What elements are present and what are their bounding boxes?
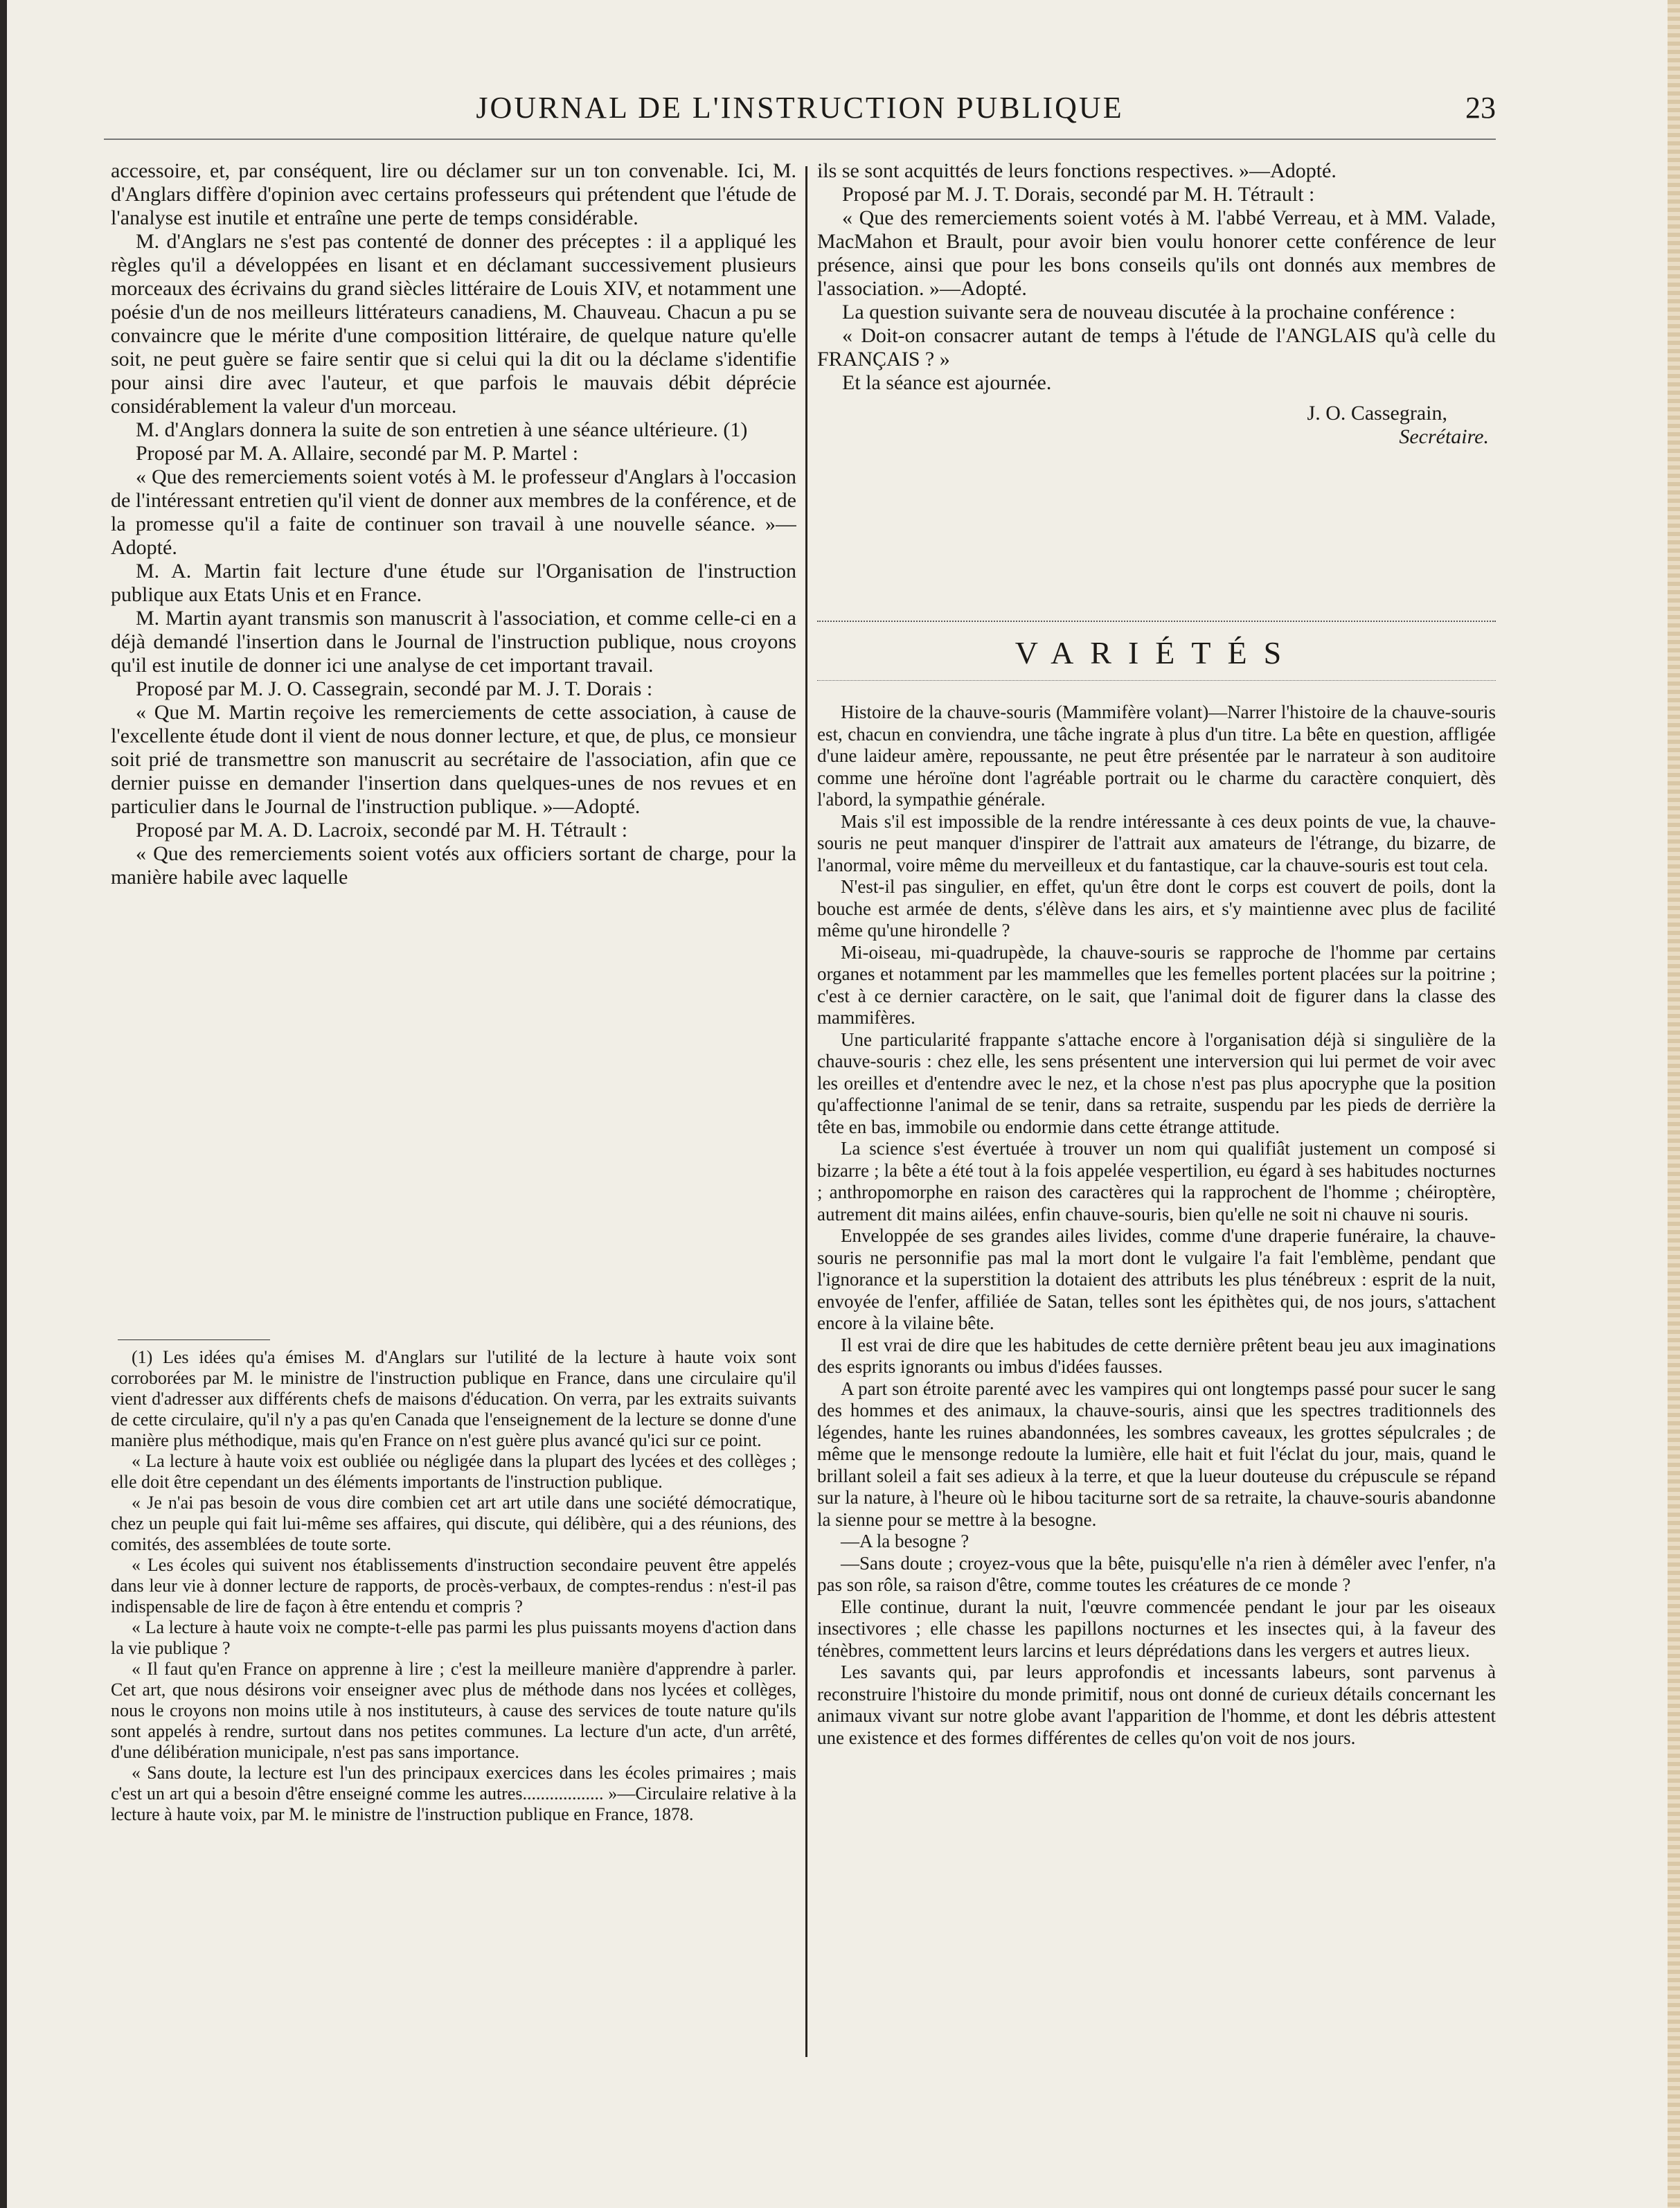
left-column [111,159,796,2040]
paragraph: Une particularité frappante s'attache encore à l'organisation déjà si singulière de la chauve-souris : chez elle, les sens présentent une interversion qui lui permet de voir avec les oreilles et d'entendre avec le nez, et la chose n'est pas plus apocryphe que la position qu'affectionne l'animal de se tenir, dans sa retraite, suspendu par les pieds de derrière la tête en bas, immobile ou endormie dans cette étrange attitude. [817,1029,1496,1137]
header-rule [104,139,1496,140]
page-number: 23 [1465,91,1496,125]
paragraph: Proposé par M. A. D. Lacroix, secondé par M. H. Tétrault : [136,819,628,842]
paragraph: N'est-il pas singulier, en effet, qu'un être dont le corps est couvert de poils, dont la bouche est armée de dents, s'élève dans les airs, et s'y maintienne avec plus de facilité même qu'une hirondelle ? [817,876,1496,941]
signature-block [817,402,1496,449]
paragraph: —A la besogne ? [841,1531,969,1551]
paragraph: M. A. Martin fait lecture d'une étude sur l'Organisation de l'instruction publique aux Etats Unis et en France. [111,560,796,606]
page-header [104,83,1496,139]
footnote-paragraph: « Je n'ai pas besoin de vous dire combien cet art art utile dans une société démocratique, chez un peuple qui fait lui-même ses affaires, qui discute, qui délibère, qui a des réunions, des comités, des assemblées de toute sorte. [111,1493,796,1554]
section-separator [817,680,1496,681]
paragraph: « Que des remerciements soient votés à M. l'abbé Verreau, et à MM. Valade, MacMahon et Brault, pour avoir bien voulu honorer cette conférence de leur présence, ainsi que pour les bons conseils qu'ils ont donnés aux membres de l'association. »—Adopté. [817,206,1496,300]
paragraph: Elle continue, durant la nuit, l'œuvre commencée pendant le jour par les oiseaux insectivores ; elle chasse les papillons nocturnes et les insectes qui, à la faveur des ténèbres, commettent leurs larcins et leurs déprédations dans les vergers et autres lieux. [817,1596,1496,1661]
journal-title: JOURNAL DE L'INSTRUCTION PUBLIQUE [476,91,1124,125]
footnote-paragraph: (1) Les idées qu'a émises M. d'Anglars sur l'utilité de la lecture à haute voix sont corroborées par M. le ministre de l'instruction publique en France, dans une circulaire qu'il vient d'adresser aux différents chefs de maisons d'éducation. On verra, par les extraits suivants de cette circulaire, qu'il n'y a pas qu'en Canada que l'enseignement de la lecture se donne d'une manière plus méthodique, mais qu'en France on n'est guère plus avancé qu'ici sur ce point. [111,1347,796,1450]
paragraph: Enveloppée de ses grandes ailes livides, comme d'une draperie funéraire, la chauve-souris ne personnifie pas mal la mort dont le vulgaire l'a fait l'emblème, pendant que l'ignorance et la superstition la dotaient des attributs les plus ténébreux : esprit de la nuit, envoyée de l'enfer, affiliée de Satan, telles sont les épithètes qui, de nos jours, s'attachent encore à la vilaine bête. [817,1225,1496,1333]
footnote-paragraph: « Sans doute, la lecture est l'un des principaux exercices dans les écoles primaires ; mais c'est un art qui a besoin d'être enseigné comme les autres.................. »—Circulaire relative à la lecture à haute voix, par M. le ministre de l'instruction publique en France, 1878. [111,1763,796,1824]
paragraph: Histoire de la chauve-souris (Mammifère volant)—Narrer l'histoire de la chauve-souris est, chacun en conviendra, une tâche ingrate à plus d'un titre. La bête en question, affligée d'une laideur amère, repoussante, ne peut être présentée par le narrateur à son auditoire comme une héroïne dont l'agréable portrait ou le charme du caractère conquiert, dès l'abord, la sympathie générale. [817,702,1496,810]
paragraph: Proposé par M. J. O. Cassegrain, secondé par M. J. T. Dorais : [136,677,653,700]
footnote-paragraph: « La lecture à haute voix ne compte-t-elle pas parmi les plus puissants moyens d'action dans la vie publique ? [111,1617,796,1658]
paragraph: « Que des remerciements soient votés à M. le professeur d'Anglars à l'occasion de l'intéressant entretien qu'il vient de donner aux membres de la conférence, et de la promesse qu'il a faite de continuer son travail à une nouvelle séance. »—Adopté. [111,465,796,559]
section-separator [817,621,1496,622]
paragraph: Proposé par M. A. Allaire, secondé par M. P. Martel : [136,442,579,465]
paragraph: accessoire, et, par conséquent, lire ou déclamer sur un ton convenable. Ici, M. d'Anglars diffère d'opinion avec certains professeurs qui prétendent que l'étude de l'analyse est inutile et entraîne une perte de temps considérable. [111,159,796,229]
page-binding-edge [0,0,7,2208]
paragraph: Il est vrai de dire que les habitudes de cette dernière prêtent beau jeu aux imaginations des esprits ignorants ou imbus d'idées fausses. [817,1334,1496,1377]
footnote-paragraph: « Les écoles qui suivent nos établissements d'instruction secondaire peuvent être appelés dans leur vie à donner lecture de rapports, de procès-verbaux, de comptes-rendus : n'est-il pas indispensable de lire de façon à être entendu et compris ? [111,1555,796,1617]
footnote-paragraph: « Il faut qu'en France on apprenne à lire ; c'est la meilleure manière d'apprendre à parler. Cet art, que nous désirons voir enseigner avec plus de méthode dans nos lycées et collèges, nous le croyons non moins utile à nos instituteurs, à cause des services de toute nature qu'ils sont appelés à rendre, surtout dans nos petites communes. La lecture d'un acte, d'un arrêté, d'une délibération municipale, n'est pas sans importance. [111,1659,796,1762]
paragraph: Mais s'il est impossible de la rendre intéressante à ces deux points de vue, la chauve-souris ne peut manquer d'inspirer de l'attrait aux amateurs de l'étrange, du bizarre, de l'anormal, voire même du merveilleux et du fantastique, car la chauve-souris est tout cela. [817,810,1496,875]
paragraph: « Que M. Martin reçoive les remerciements de cette association, à cause de l'excellente étude dont il vient de nous donner lecture, et que, de plus, ce monsieur soit prié de transmettre son manuscrit au secrétaire de l'association, afin que ce dernier puisse en demander l'insertion dans quelques-unes de nos revues et en particulier dans le Journal de l'instruction publique. »—Adopté. [111,701,796,818]
left-column-body [111,159,796,1323]
paragraph: A part son étroite parenté avec les vampires qui ont longtemps passé pour sucer le sang des hommes et des animaux, la chauve-souris, ainsi que les spectres traditionnels des légendes, hante les ruines abandonnées, les sombres caveaux, les grottes sépulcrales ; de même que le mensonge redoute la lumière, elle hait et fuit l'éclat du jour, mais, quand le brillant soleil a fait ses adieux à la terre, et que la lueur douteuse du crépuscule se répand sur la nature, à l'heure où le hibou taciturne sort de sa retraite, la chauve-souris abandonne la sienne pour se mettre à la besogne. [817,1378,1496,1530]
torn-page-edge [1668,0,1680,2208]
paragraph: M. d'Anglars donnera la suite de son entretien à une séance ultérieure. (1) [136,418,748,441]
paragraph: M. Martin ayant transmis son manuscrit à l'association, et comme celle-ci en a déjà demandé l'insertion dans le Journal de l'instruction publique, nous croyons qu'il est inutile de donner ici une analyse de cet important travail. [111,607,796,677]
footnote-paragraph: « La lecture à haute voix est oubliée ou négligée dans la plupart des lycées et des collèges ; elle doit être cependant un des éléments importants de l'instruction publique. [111,1451,796,1492]
paragraph: Proposé par M. J. T. Dorais, secondé par M. H. Tétrault : [842,183,1315,206]
varietes-article [817,702,1496,2031]
column-divider [805,166,807,2057]
footnotes [111,1347,796,2040]
paragraph: Les savants qui, par leurs approfondis et incessants labeurs, sont parvenus à reconstruire l'histoire du monde primitif, nous ont donné de curieux détails concernant les animaux vivant sur notre globe avant l'apparition de l'homme, et dont les débris attestent une existence et des formes différentes de celles qu'on voit de nos jours. [817,1662,1496,1748]
paragraph: M. d'Anglars ne s'est pas contenté de donner des préceptes : il a appliqué les règles qu'il a développées en lisant et en déclamant successivement plusieurs morceaux des écrivains du grand siècles littéraire de Louis XIV, et notamment une poésie d'un de nos meilleurs littérateurs canadiens, M. Chauveau. Chacun a pu se convaincre que le mérite d'une composition littéraire, de quelque nature qu'elle soit, ne peut guère se faire sentir que si celui qui la dit ou la déclame s'identifie pour ainsi dire avec l'auteur, et que parfois le mauvais débit déprécie considérablement la valeur d'un morceau. [111,230,796,418]
right-column [817,159,1496,2031]
paragraph: « Doit-on consacrer autant de temps à l'étude de l'ANGLAIS qu'à celle du FRANÇAIS ? » [817,324,1496,371]
signature-title: Secrétaire. [1399,425,1489,448]
paragraph: Et la séance est ajournée. [842,371,1052,394]
paragraph: ils se sont acquittés de leurs fonctions respectives. »—Adopté. [817,159,1337,182]
footnote-rule [118,1339,270,1340]
minutes-continuation [817,159,1496,589]
paragraph: « Que des remerciements soient votés aux officiers sortant de charge, pour la manière habile avec laquelle [111,842,796,889]
paragraph: —Sans doute ; croyez-vous que la bête, puisqu'elle n'a rien à démêler avec l'enfer, n'a pas son rôle, sa raison d'être, comme toutes les créatures de ce monde ? [817,1552,1496,1595]
paragraph: Mi-oiseau, mi-quadrupède, la chauve-souris se rapproche de l'homme par certains organes et notamment par les mammelles que les femelles portent placées sur la poitrine ; c'est à ce dernier caractère, on le sait, que l'animal doit de figurer dans la classe des mammifères. [817,941,1496,1028]
paragraph: La science s'est évertuée à trouver un nom qui qualifiât justement un composé si bizarre ; la bête a été tout à la fois appelée vespertilion, eu égard à ses habitudes nocturnes ; anthropomorphe en raison des caractères qui la rapprochent de l'homme ; chéiroptère, autrement dit mains ailées, enfin chauve-souris, bien qu'elle ne soit ni chauve ni souris. [817,1138,1496,1225]
section-title: VARIÉTÉS [1015,635,1298,670]
paragraph: La question suivante sera de nouveau discutée à la prochaine conférence : [842,301,1456,323]
signature-name: J. O. Cassegrain, [1307,402,1447,425]
